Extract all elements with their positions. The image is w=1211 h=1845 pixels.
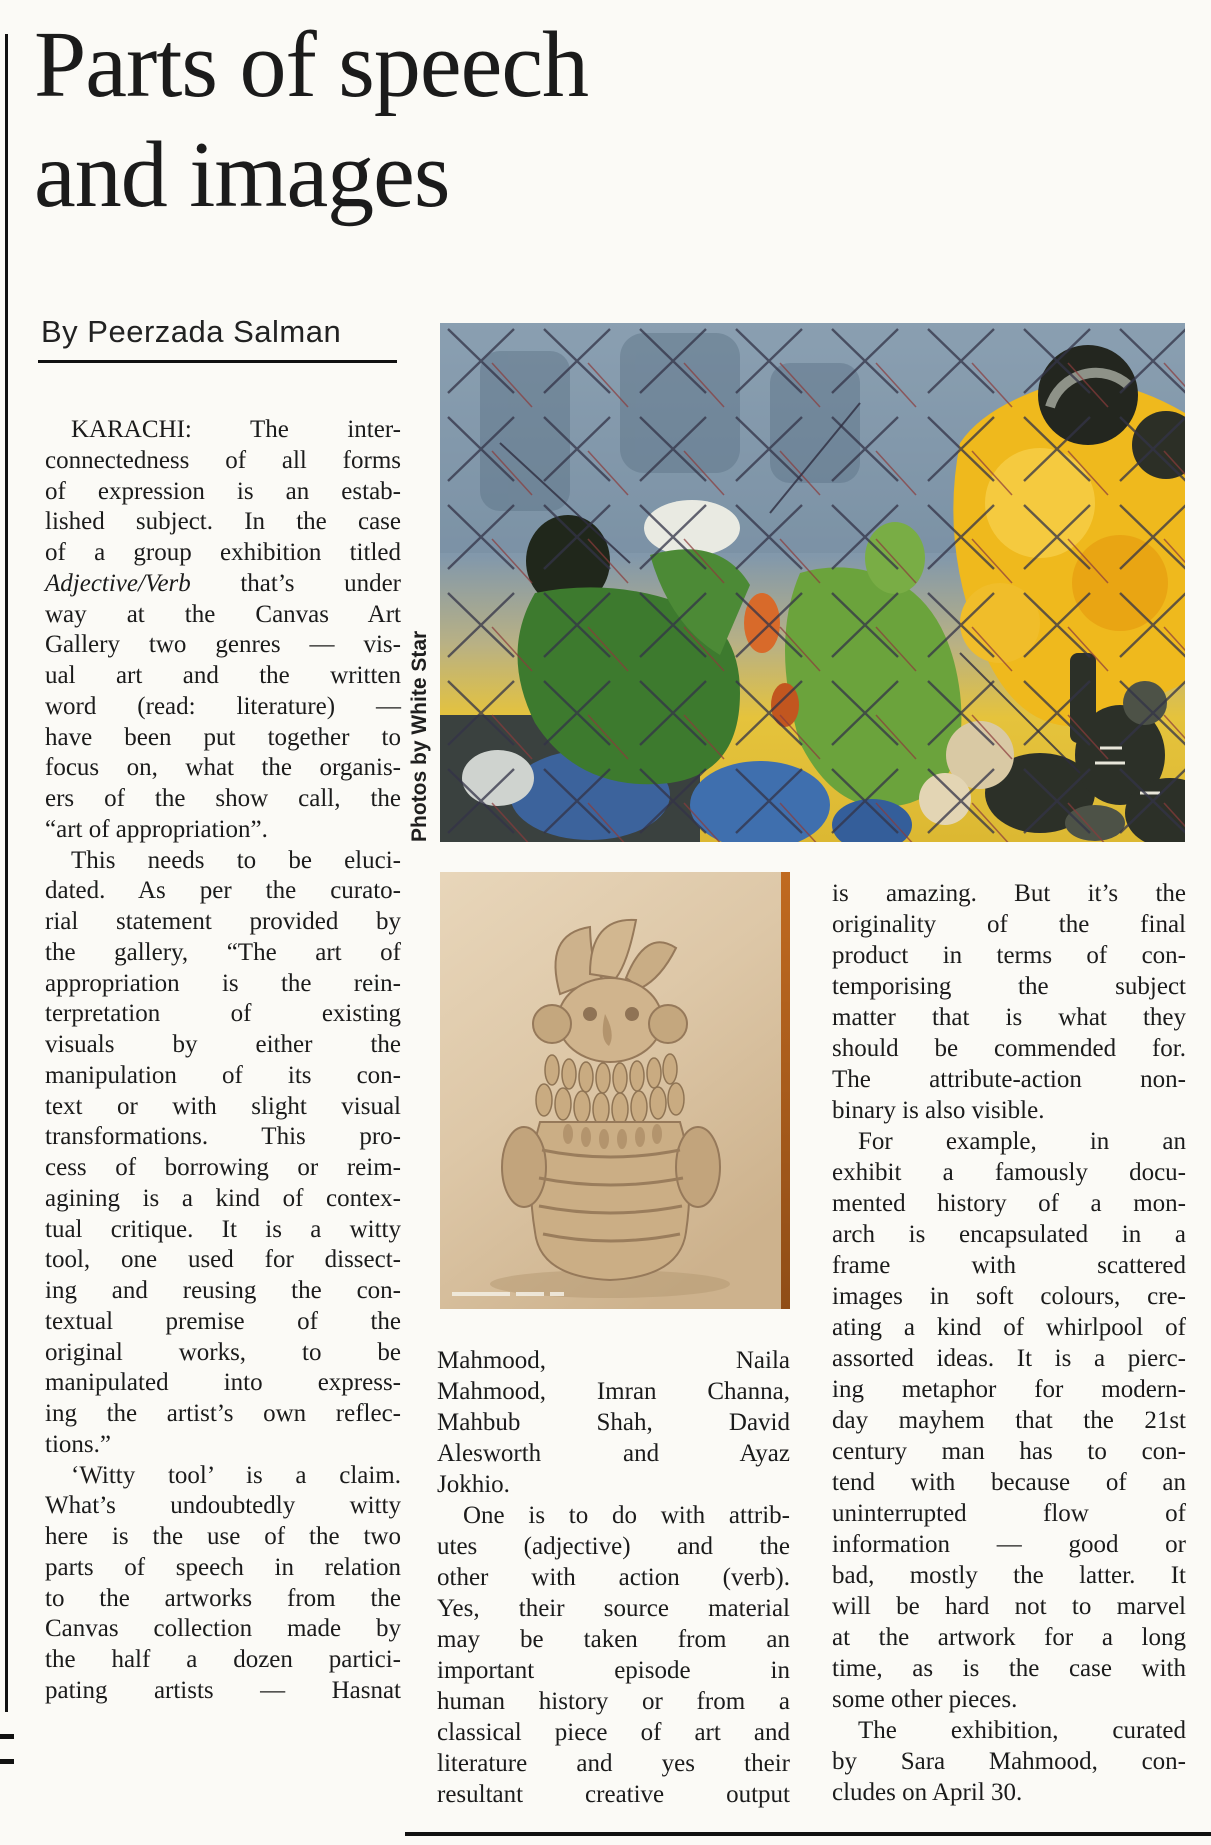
- sculpture-photo: [440, 872, 790, 1309]
- text-line: dated. As per the curato-: [45, 877, 401, 905]
- text-line: have been put together to: [45, 723, 401, 751]
- text-line: Yes, their source material: [437, 1595, 790, 1622]
- text-line: Gallery two genres — vis-: [45, 631, 401, 659]
- text-line: product in terms of con-: [832, 942, 1186, 969]
- text-line: tions.”: [45, 1430, 111, 1458]
- sculpture-figure: [440, 872, 790, 1309]
- text-line: is amazing. But it’s the: [832, 880, 1186, 907]
- text-line: information — good or: [832, 1531, 1186, 1558]
- text-line: important episode in: [437, 1657, 790, 1684]
- text-line: pating artists — Hasnat: [45, 1676, 401, 1704]
- text-line: original works, to be: [45, 1338, 401, 1366]
- text-line: temporising the subject: [832, 973, 1186, 1000]
- text-line: way at the Canvas Art: [45, 600, 401, 628]
- headline: [34, 10, 794, 230]
- text-line: tual critique. It is a witty: [45, 1215, 401, 1243]
- text-line: to the artworks from the: [45, 1584, 401, 1612]
- text-line: classical piece of art and: [437, 1719, 790, 1746]
- headline-line-1: Parts of speech: [34, 13, 589, 117]
- text-line: Adjective/Verb that’s under: [45, 569, 401, 597]
- text-line: uninterrupted flow of: [832, 1500, 1186, 1527]
- left-margin-rule: [5, 34, 8, 1712]
- text-line: century man has to con-: [832, 1438, 1186, 1465]
- text-line: may be taken from an: [437, 1626, 790, 1653]
- text-line: tool, one used for dissect-: [45, 1246, 401, 1274]
- text-line: Jokhio.: [437, 1471, 510, 1498]
- text-line: exhibit a famously docu-: [832, 1159, 1186, 1186]
- text-line: some other pieces.: [832, 1686, 1018, 1713]
- collage-artwork: [440, 323, 1185, 842]
- text-line: by Sara Mahmood, con-: [832, 1748, 1186, 1775]
- text-line: focus on, what the organis-: [45, 754, 401, 782]
- text-line: of expression is an estab-: [45, 477, 401, 505]
- text-line: This needs to be eluci-: [71, 846, 401, 874]
- text-line: arch is encapsulated in a: [832, 1221, 1186, 1248]
- text-line: KARACHI: The inter-: [71, 416, 401, 443]
- text-line: appropriation is the rein-: [45, 969, 401, 997]
- text-line: terpretation of existing: [45, 1000, 401, 1028]
- text-line: ing and reusing the con-: [45, 1277, 401, 1304]
- text-line: cludes on April 30.: [832, 1779, 1023, 1806]
- collage-photo: [440, 323, 1185, 842]
- text-line: rial statement provided by: [45, 908, 401, 935]
- photo-credit: Photos by White Star: [408, 630, 431, 842]
- article-column-right: [832, 878, 1186, 1808]
- text-line: ers of the show call, the: [45, 785, 401, 812]
- text-line: ating a kind of whirlpool of: [832, 1314, 1186, 1341]
- text-line: ‘Witty tool’ is a claim.: [71, 1461, 401, 1489]
- text-line: here is the use of the two: [45, 1523, 401, 1550]
- bottom-divider: [405, 1832, 1211, 1836]
- margin-dash-2: [0, 1759, 14, 1764]
- text-line: textual premise of the: [45, 1307, 401, 1335]
- text-line: bad, mostly the latter. It: [832, 1562, 1186, 1589]
- text-line: images in soft colours, cre-: [832, 1283, 1186, 1310]
- text-line: other with action (verb).: [437, 1564, 790, 1591]
- text-line: Mahbub Shah, David: [437, 1409, 790, 1436]
- text-line: human history or from a: [437, 1688, 790, 1715]
- text-line: What’s undoubtedly witty: [45, 1492, 401, 1520]
- text-line: “art of appropriation”.: [45, 815, 268, 843]
- byline: By Peerzada Salman: [41, 314, 342, 349]
- text-line: should be commended for.: [832, 1035, 1186, 1062]
- article-column-left: [45, 415, 401, 1707]
- article-column-middle: [437, 1345, 790, 1810]
- text-line: word (read: literature) —: [45, 692, 401, 720]
- text-line: the gallery, “The art of: [45, 938, 401, 966]
- text-line: at the artwork for a long: [832, 1624, 1186, 1651]
- text-line: The exhibition, curated: [858, 1717, 1186, 1744]
- text-line: literature and yes their: [437, 1750, 790, 1777]
- text-line: For example, in an: [858, 1128, 1186, 1155]
- text-line: ing the artist’s own reflec-: [45, 1400, 401, 1427]
- text-line: binary is also visible.: [832, 1097, 1045, 1124]
- text-line: Mahmood, Naila: [437, 1347, 790, 1374]
- text-line: Canvas collection made by: [45, 1615, 401, 1643]
- text-line: ual art and the written: [45, 662, 401, 689]
- text-line: manipulation of its con-: [45, 1061, 401, 1089]
- text-line: Alesworth and Ayaz: [437, 1440, 790, 1467]
- text-line: One is to do with attrib-: [463, 1502, 790, 1529]
- headline-line-2: and images: [34, 123, 450, 227]
- text-line: time, as is the case with: [832, 1655, 1186, 1682]
- text-line: mented history of a mon-: [832, 1190, 1186, 1217]
- text-line: of a group exhibition titled: [45, 539, 401, 566]
- text-line: utes (adjective) and the: [437, 1533, 790, 1560]
- text-line: will be hard not to marvel: [832, 1593, 1186, 1620]
- text-line: resultant creative output: [437, 1781, 790, 1808]
- text-line: ing metaphor for modern-: [832, 1376, 1186, 1403]
- text-line: day mayhem that the 21st: [832, 1407, 1186, 1434]
- text-line: connectedness of all forms: [45, 446, 401, 474]
- text-line: The attribute-action non-: [832, 1066, 1186, 1093]
- text-line: parts of speech in relation: [45, 1553, 401, 1581]
- margin-dash-1: [0, 1734, 14, 1739]
- text-line: lished subject. In the case: [45, 508, 401, 536]
- text-line: tend with because of an: [832, 1469, 1186, 1496]
- text-line: assorted ideas. It is a pierc-: [832, 1345, 1186, 1372]
- text-line: Mahmood, Imran Channa,: [437, 1378, 790, 1405]
- byline-divider: [38, 360, 397, 363]
- text-line: the half a dozen partici-: [45, 1646, 401, 1673]
- text-line: manipulated into express-: [45, 1369, 401, 1397]
- text-line: text or with slight visual: [45, 1092, 401, 1120]
- text-line: originality of the final: [832, 911, 1186, 938]
- text-line: agining is a kind of contex-: [45, 1184, 401, 1212]
- text-line: cess of borrowing or reim-: [45, 1154, 401, 1181]
- text-line: transformations. This pro-: [45, 1123, 401, 1151]
- text-line: matter that is what they: [832, 1004, 1186, 1031]
- text-line: frame with scattered: [832, 1252, 1186, 1279]
- text-line: visuals by either the: [45, 1031, 401, 1058]
